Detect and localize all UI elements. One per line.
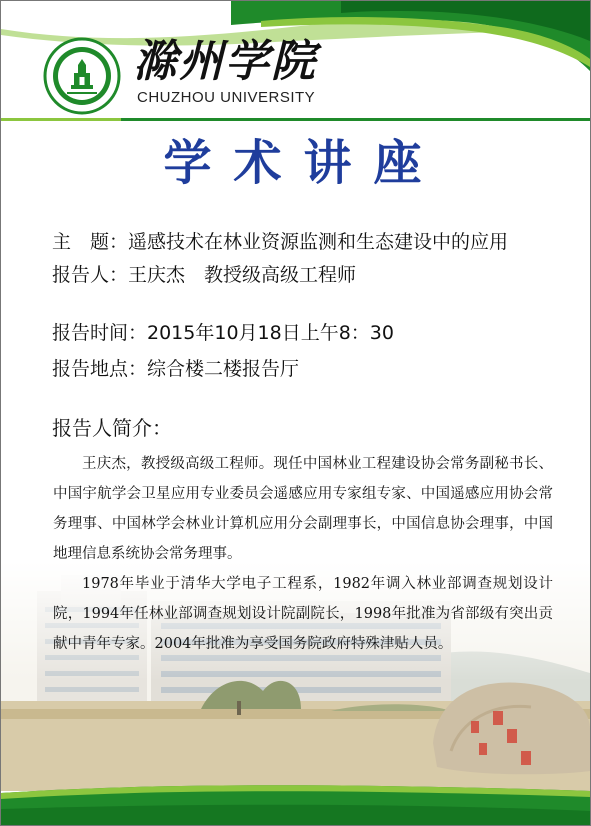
bio-paragraph: 王庆杰，教授级高级工程师。现任中国林业工程建设协会常务副秘书长、中国宇航学会卫星应用专业委员会遥感应用专家组专家、中国遥感应用协会常务理事、中国林学会林业计算机应用分会副理事长，中国信息协会理事，中国地理信息系统协会常务理事。 (53, 456, 553, 562)
speaker-bio (53, 449, 553, 659)
lecture-speaker: 报告人：王庆杰 教授级高级工程师 (52, 264, 357, 286)
poster-title: 学术讲座 (163, 135, 444, 191)
lecture-topic: 主 题：遥感技术在林业资源监测和生态建设中的应用 (52, 231, 509, 253)
bio-paragraph: 1978年毕业于清华大学电子工程系，1982年调入林业部调查规划设计院，1994年任林业部调查规划设计院副院长，1998年批准为省部级有突出贡献中青年专家。2004年批准为享受国务院政府特殊津贴人员。 (53, 576, 553, 652)
university-name-calligraphy: 滁州学院 (133, 36, 317, 87)
university-name-english: CHUZHOU UNIVERSITY (137, 89, 316, 106)
footer-swoosh (1, 779, 590, 825)
speaker-bio-heading: 报告人简介： (52, 416, 172, 440)
lecture-location: 报告地点：综合楼二楼报告厅 (52, 358, 300, 380)
lecture-time: 报告时间：2015年10月18日上午8：30 (52, 322, 394, 344)
university-seal-logo (43, 37, 121, 115)
